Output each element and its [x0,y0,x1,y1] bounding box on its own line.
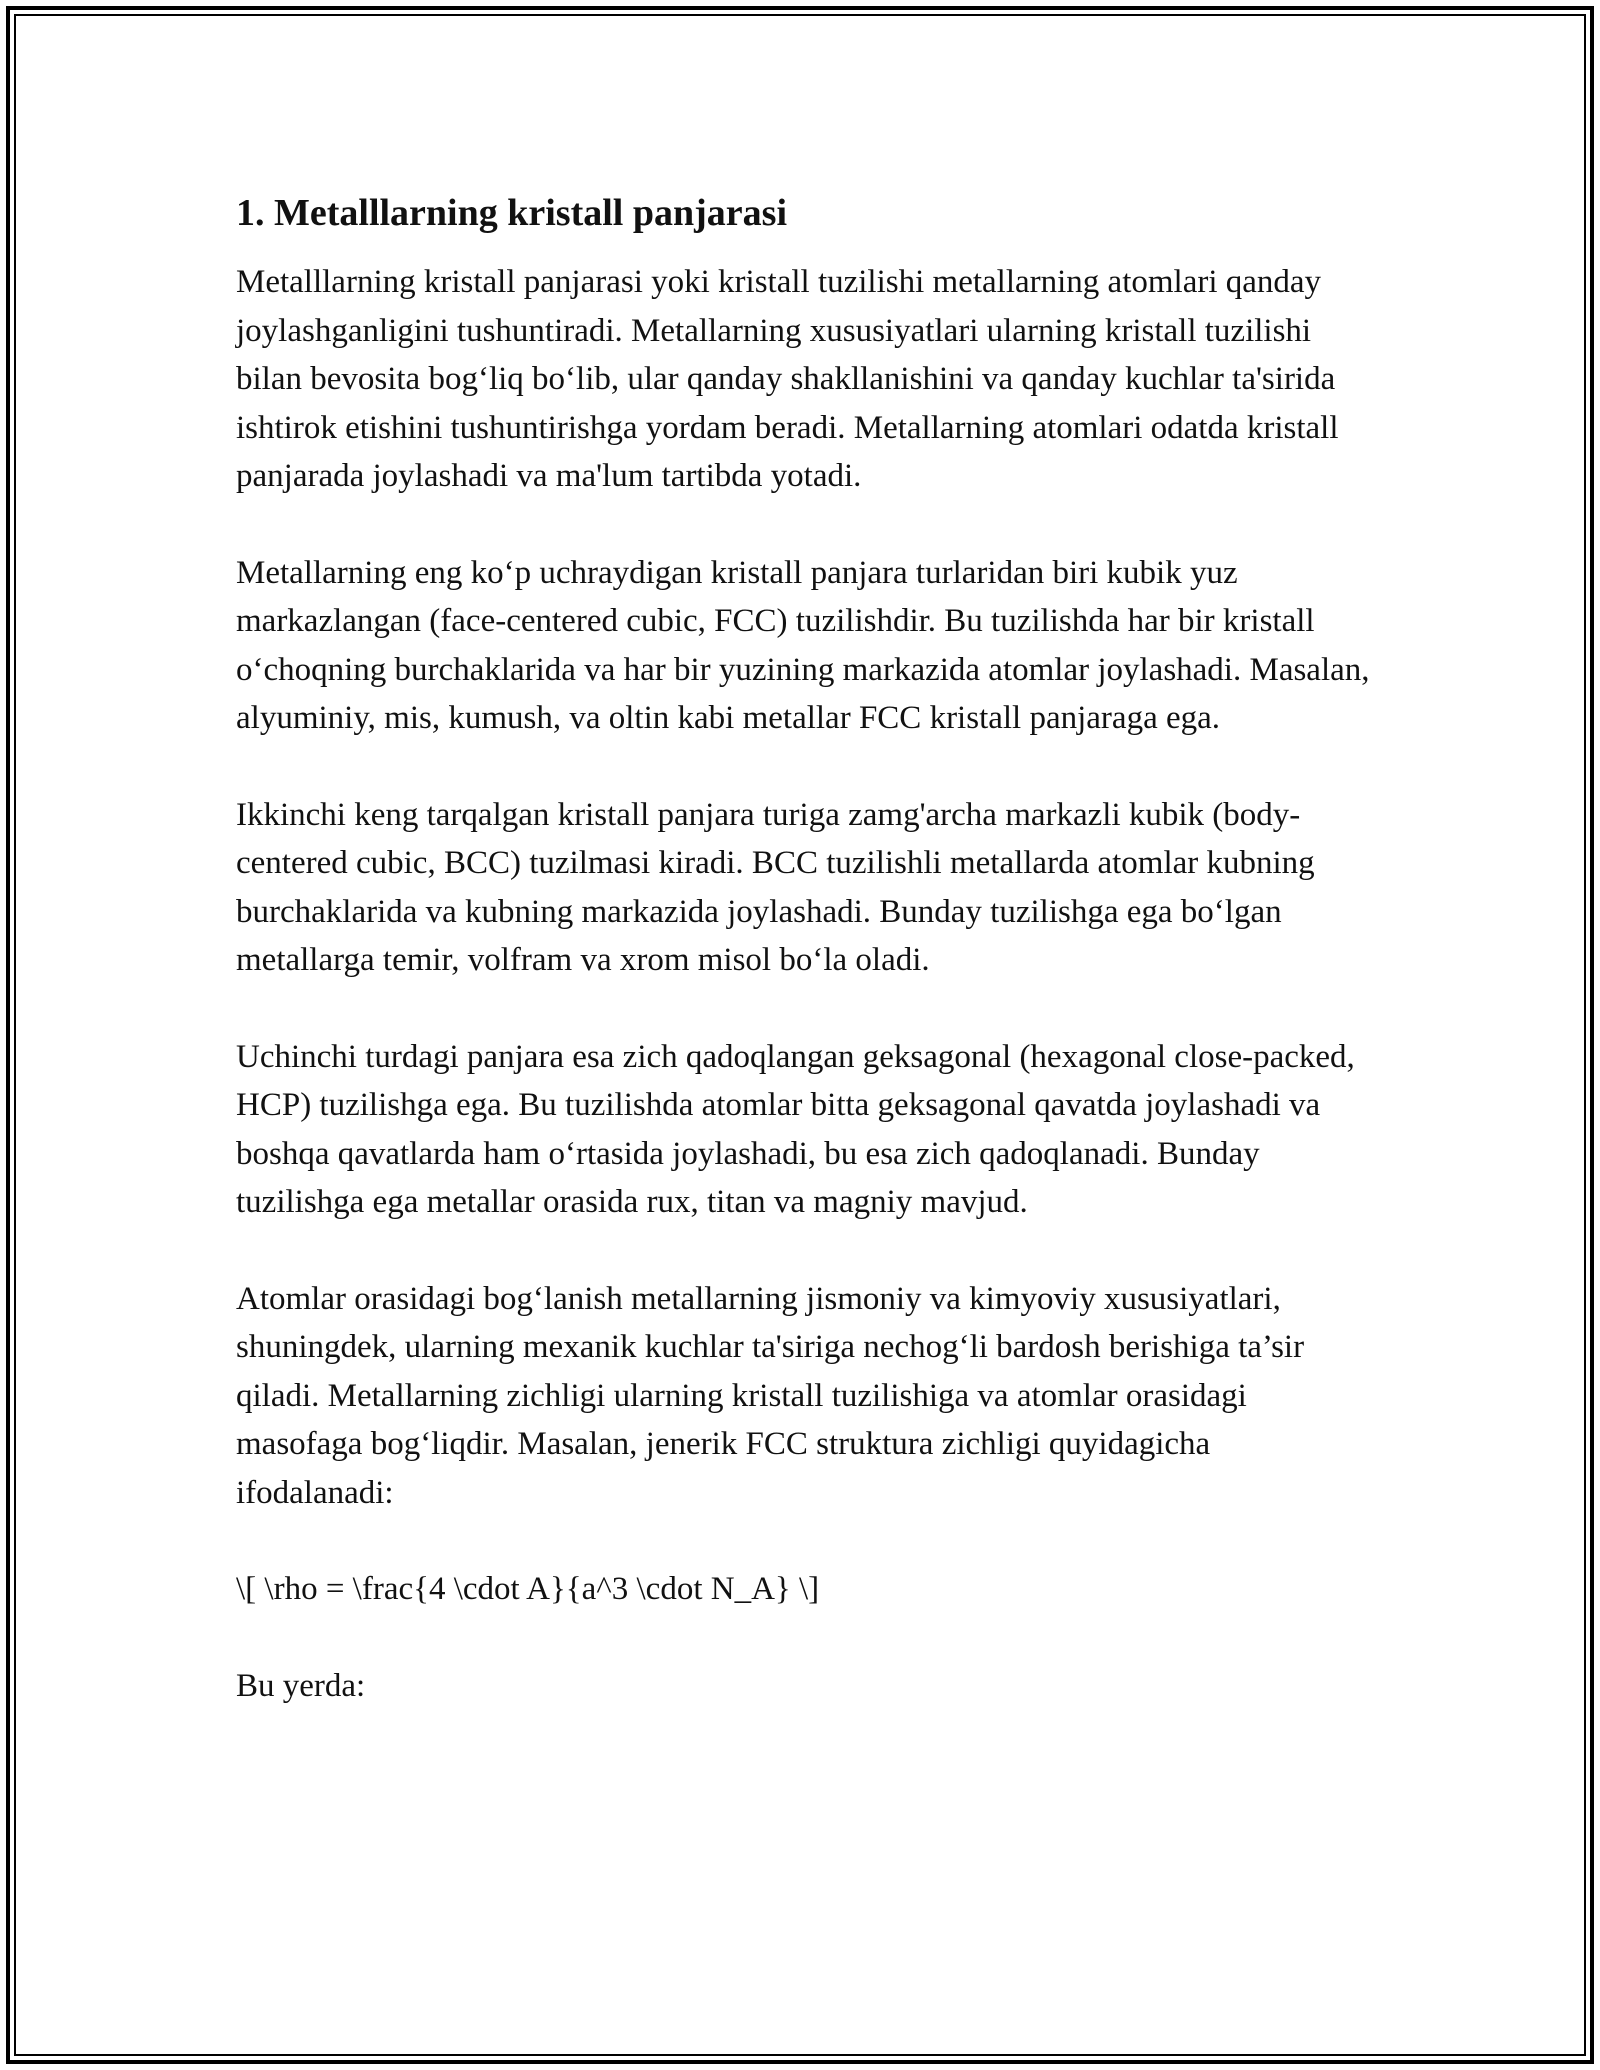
paragraph-closing: Bu yerda: [236,1667,366,1704]
section-heading: 1. Metalllarning kristall panjarasi [236,192,787,234]
paragraph-bcc: Ikkinchi keng tarqalgan kristall panjara turiga zamg'archa markazli kubik (body-centered cubic, BCC) tuzilmasi kiradi. BCC tuzilishli metallarda atomlar kubning burchaklarida va kubning markazida joylashadi. Bunday tuzilishga ega bo‘lgan metallarga temir, volfram va xrom misol bo‘la oladi. [236,796,1315,978]
paragraph-density: Atomlar orasidagi bog‘lanish metallarning jismoniy va kimyoviy xususiyatlari, shuningdek, ularning mexanik kuchlar ta'siriga nechog‘li bardosh berishiga ta’sir qiladi. Metallarning zichligi ularning kristall tuzilishiga va atomlar orasidagi masofaga bog‘liqdir. Masalan, jenerik FCC struktura zichligi quyidagicha ifodalanadi: [236,1280,1305,1511]
document-body [236,188,1376,1758]
paragraph-hcp: Uchinchi turdagi panjara esa zich qadoqlangan geksagonal (hexagonal close-packed, HCP) tuzilishga ega. Bu tuzilishda atomlar bitta geksagonal qavatda joylashadi va boshqa qavatlarda ham o‘rtasida joylashadi, bu esa zich qadoqlanadi. Bunday tuzilishga ega metallar orasida rux, titan va magniy mavjud. [236,1038,1355,1220]
paragraph-intro: Metalllarning kristall panjarasi yoki kristall tuzilishi metallarning atomlari qanday joylashganligini tushuntiradi. Metallarning xususiyatlari ularning kristall tuzilishi bilan bevosita bog‘liq bo‘lib, ular qanday shakllanishini va qanday kuchlar ta'sirida ishtirok etishini tushuntirishga yordam beradi. Metallarning atomlari odatda kristall panjarada joylashadi va ma'lum tartibda yotadi. [236,264,1339,494]
density-formula: \[ \rho = \frac{4 \cdot A}{a^3 \cdot N_A} \] [236,1571,820,1607]
paragraph-fcc: Metallarning eng ko‘p uchraydigan kristall panjara turlaridan biri kubik yuz markazlangan (face-centered cubic, FCC) tuzilishdir. Bu tuzilishda har bir kristall o‘choqning burchaklarida va har bir yuzining markazida atomlar joylashadi. Masalan, alyuminiy, mis, kumush, va oltin kabi metallar FCC kristall panjaraga ega. [236,554,1370,736]
